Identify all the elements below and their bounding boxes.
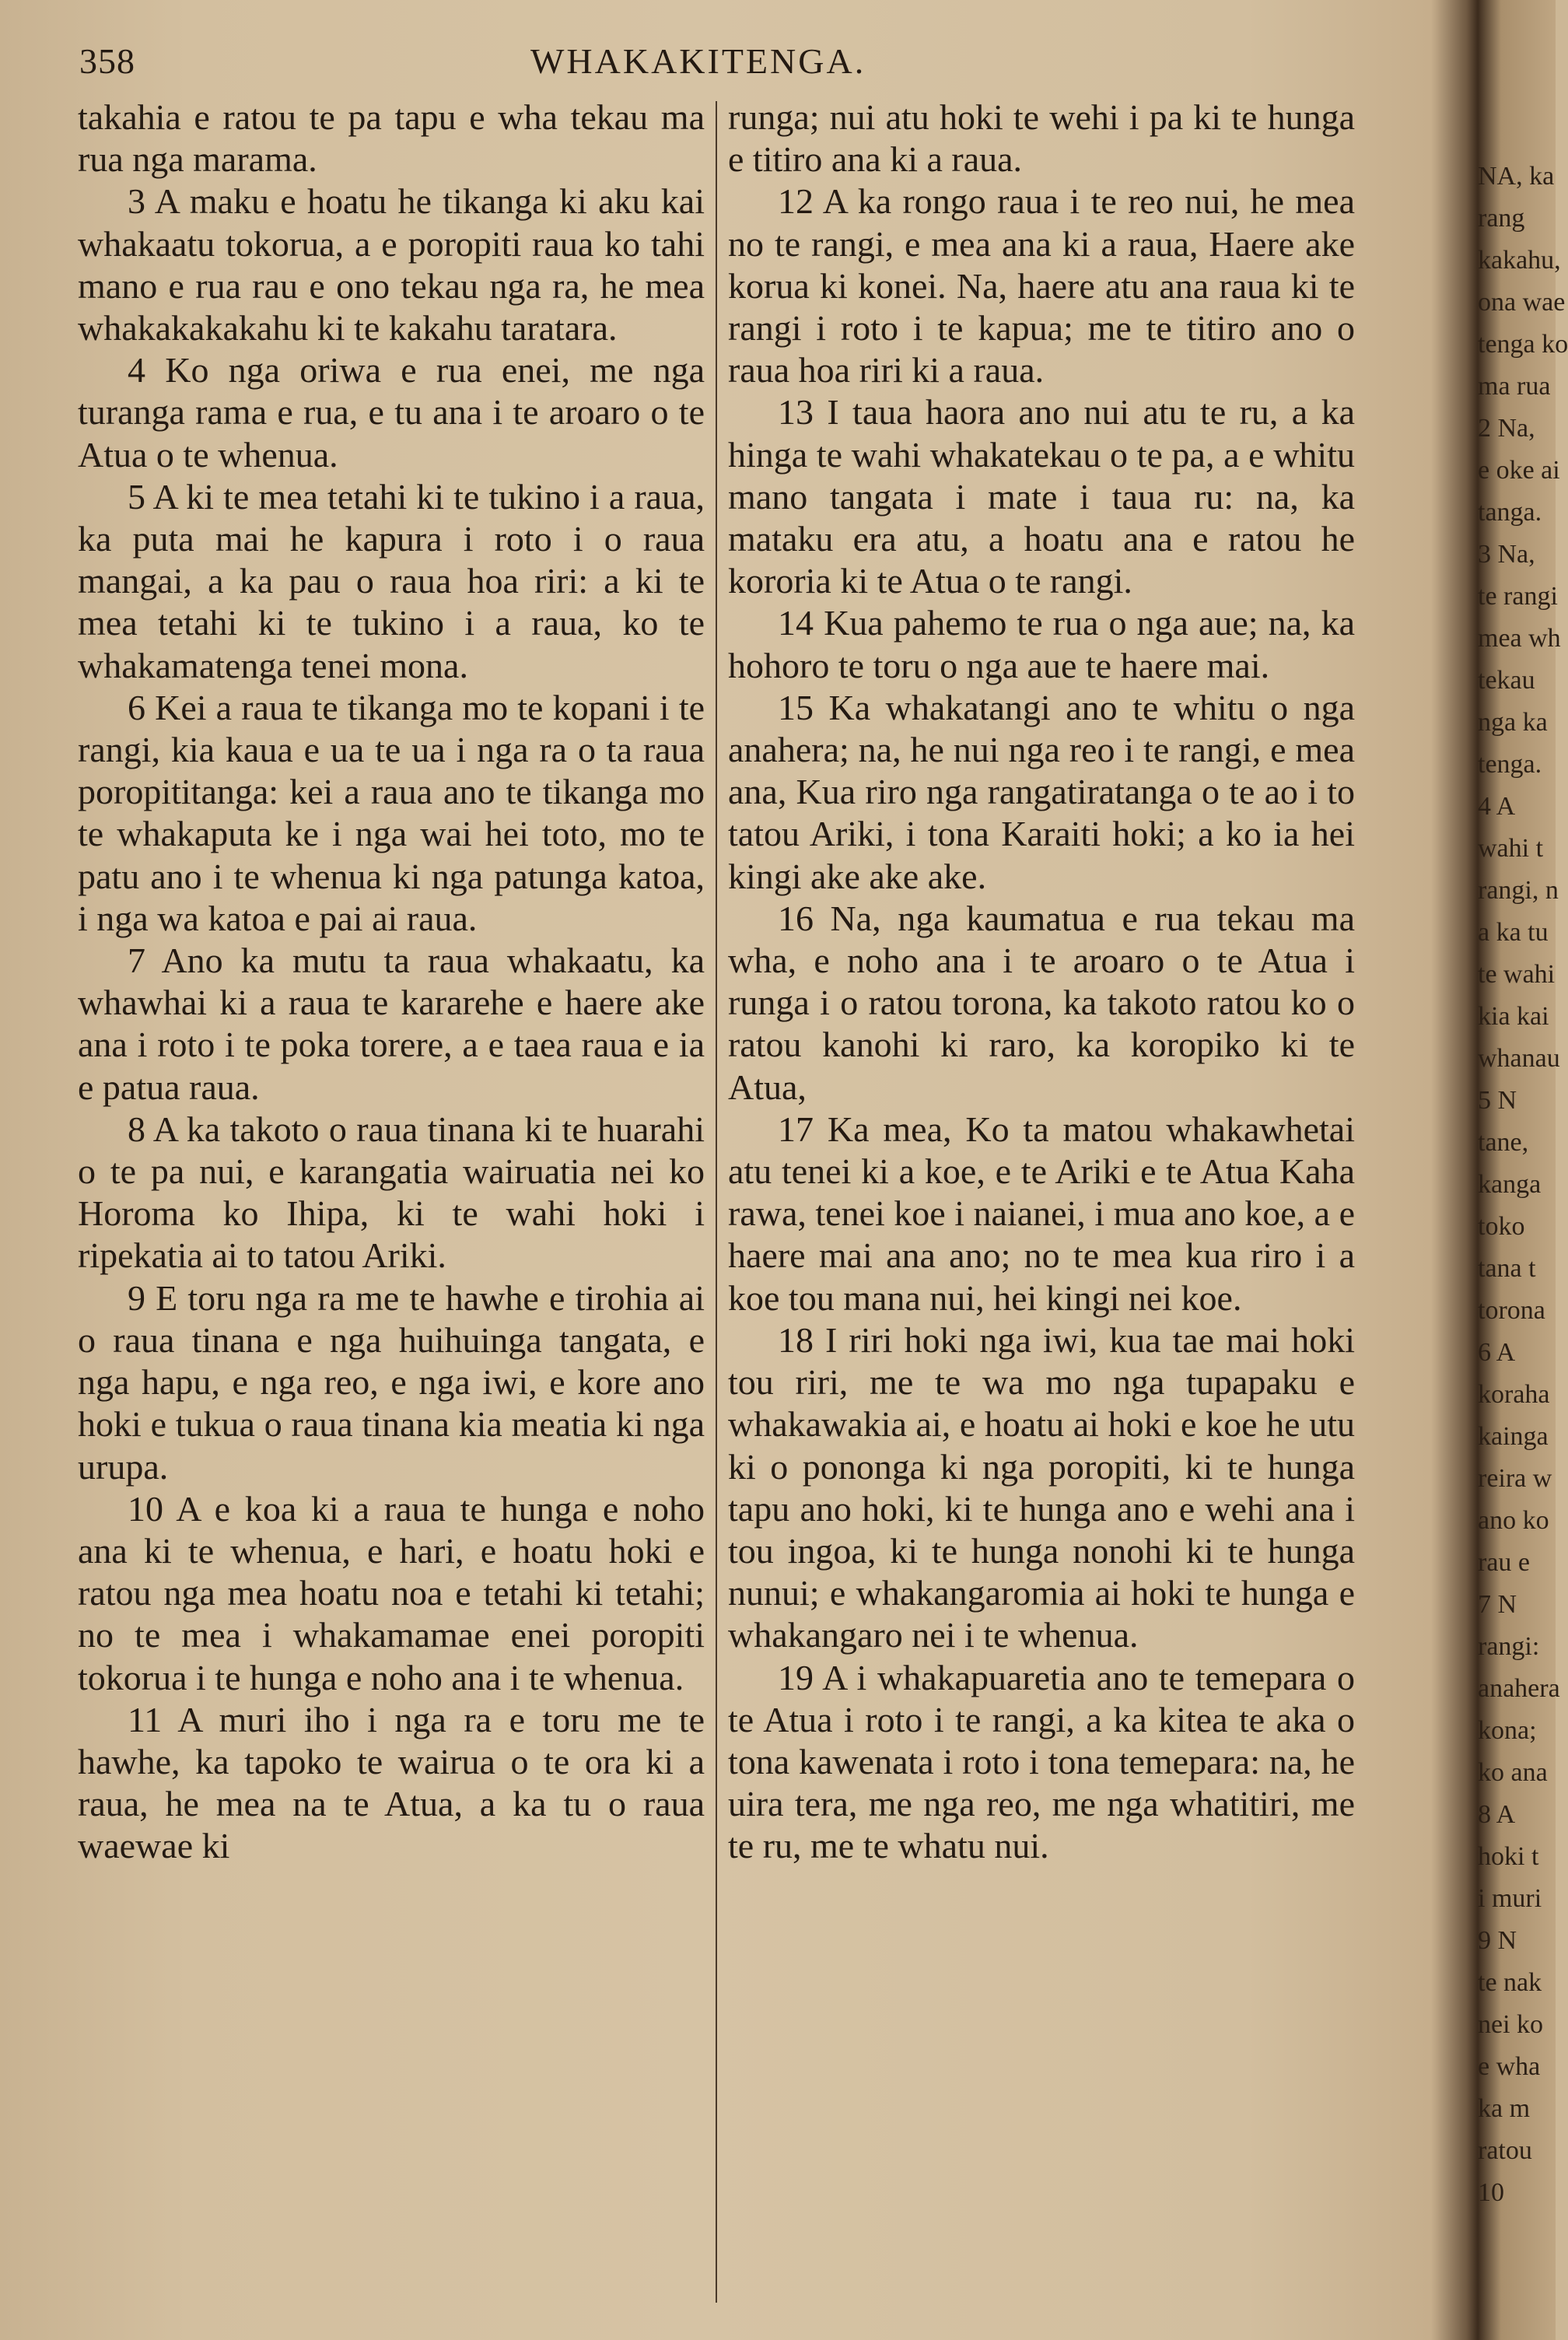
margin-fragment: torona: [1478, 1296, 1545, 1325]
margin-fragment: ka m: [1478, 2094, 1531, 2123]
verse: [78, 1699, 705, 1868]
verse: [78, 940, 705, 1109]
verse-number: 18: [778, 1319, 814, 1360]
margin-fragment: 3 Na,: [1478, 540, 1535, 569]
verse-text: Na, nga kaumatua e rua tekau ma wha, e noho ana i te aroaro o te Atua i runga i o ratou torona, ka takoto ratou ko o ratou kanohi ki raro, ka koropiko ki te Atua,: [728, 898, 1355, 1107]
verse: [728, 687, 1355, 898]
right-column: [728, 96, 1355, 1868]
verse-text: Ko nga oriwa e rua enei, me nga turanga rama e rua, e tu ana i te aroaro o te Atua o te whenua.: [78, 350, 705, 475]
verse-number: 17: [778, 1109, 814, 1149]
verse: [78, 1109, 705, 1277]
verse-text: E toru nga ra me te hawhe e tirohia ai o raua tinana e nga huihuinga tangata, e nga hapu, e nga reo, e nga iwi, e kore ano hoki e tukua o raua tinana kia meatia ki nga urupa.: [78, 1277, 705, 1487]
page-header: [79, 33, 1402, 87]
verse-number: 13: [778, 392, 814, 433]
margin-fragment: wahi t: [1478, 834, 1544, 863]
margin-fragment: tanga.: [1478, 498, 1542, 527]
margin-fragment: 4 A: [1478, 792, 1516, 821]
verse-number: 15: [778, 687, 814, 727]
verse-number: 10: [128, 1488, 163, 1529]
verse: [78, 349, 705, 476]
margin-fragment: 6 A: [1478, 1338, 1516, 1367]
margin-fragment: ma rua: [1478, 372, 1551, 401]
margin-fragment: reira w: [1478, 1464, 1552, 1493]
margin-fragment: te nak: [1478, 1968, 1542, 1997]
margin-fragment: mea wh: [1478, 624, 1561, 653]
verse: [728, 1657, 1355, 1868]
verse: [728, 1109, 1355, 1319]
margin-fragment: kakahu,: [1478, 246, 1561, 275]
margin-fragment: rang: [1478, 204, 1525, 233]
verse: [728, 1319, 1355, 1657]
verse-number: 19: [778, 1657, 814, 1697]
margin-fragment: ratou: [1478, 2136, 1532, 2165]
verse-text: Ano ka mutu ta raua whakaatu, ka whawhai ki a raua te kararehe e haere ake ana i roto i te poka torere, a e taea raua e ia e patua raua.: [78, 941, 705, 1107]
verse-number: 7: [128, 941, 145, 981]
verse-text: Kua pahemo te rua o nga aue; na, ka hohoro te toru o nga aue te haere mai.: [728, 603, 1356, 685]
margin-fragment: i muri: [1478, 1884, 1542, 1913]
verse-text: A muri iho i nga ra e toru me te hawhe, ka tapoko te wairua o te ora ki a raua, he mea na te Atua, a ka tu o raua waewae ki: [78, 1699, 705, 1866]
margin-fragment: e oke ai: [1478, 456, 1560, 485]
margin-fragment: 9 N: [1478, 1926, 1517, 1955]
verse-text: A ka takoto o raua tinana ki te huarahi o te pa nui, e karangatia wairuatia nei ko Horoma ko Ihipa, ki te wahi hoki i ripekatia ai to tatou Ariki.: [78, 1109, 705, 1276]
margin-fragment: e wha: [1478, 2052, 1541, 2081]
verse-number: 3: [128, 181, 145, 222]
margin-fragment: 10: [1478, 2178, 1504, 2207]
margin-fragment: 7 N: [1478, 1590, 1517, 1619]
running-title: WHAKAKITENGA.: [530, 41, 866, 81]
margin-fragment: tenga.: [1478, 750, 1542, 779]
verse: [78, 180, 705, 349]
verse-text: I riri hoki nga iwi, kua tae mai hoki tou riri, me te wa mo nga tupapaku e whakawakia ai, e hoatu ai hoki e koe he utu ki o pononga ki nga poropiti, ki te hunga tapu ano hoki, ki te hunga ano e wehi ana i tou ingoa, ki te hunga nonohi ki te hunga nunui; e whakangaromia ai hoki te hunga e whakangaro nei i te whenua.: [728, 1319, 1355, 1655]
margin-fragment: 8 A: [1478, 1800, 1516, 1829]
margin-fragment: toko: [1478, 1212, 1525, 1241]
verse-text: I taua haora ano nui atu te ru, a ka hinga te wahi whakatekau o te pa, a e whitu mano tangata i mate i taua ru: na, ka mataku era atu, a hoatu ana e ratou he kororia ki te Atua o te rangi.: [728, 392, 1355, 601]
text-columns: [78, 96, 1356, 2306]
verse-text: runga; nui atu hoki te wehi i pa ki te hunga e titiro ana ki a raua.: [728, 97, 1355, 180]
margin-fragment: nei ko: [1478, 2010, 1544, 2039]
margin-fragment: te rangi: [1478, 582, 1558, 611]
verse: [728, 391, 1355, 602]
next-page-margin: [1478, 156, 1568, 2334]
verse-number: 12: [778, 181, 814, 222]
verse-text: Ka mea, Ko ta matou whakawhetai atu tenei ki a koe, e te Ariki e te Atua Kaha rawa, tenei koe i naianei, i mua ano koe, a e haere mai ana ano; no te mea kua riro i a koe tou mana nui, hei kingi nei koe.: [728, 1109, 1355, 1318]
verse: [78, 1488, 705, 1699]
margin-fragment: 2 Na,: [1478, 414, 1535, 443]
verse-number: 14: [778, 603, 814, 643]
verse: [728, 602, 1355, 686]
verse-text: A e koa ki a raua te hunga e noho ana ki te whenua, e hari, e hoatu hoki e ratou nga mea hoatu noa e tetahi ki tetahi; no te mea i whakamamae enei poropiti tokorua i te hunga e noho ana i te whenua.: [78, 1488, 705, 1697]
verse: [728, 96, 1355, 180]
margin-fragment: ano ko: [1478, 1506, 1549, 1535]
margin-fragment: 5 N: [1478, 1086, 1517, 1115]
verse: [728, 898, 1355, 1109]
margin-fragment: hoki t: [1478, 1842, 1539, 1871]
column-divider: [716, 101, 717, 2303]
margin-fragment: whanau: [1478, 1044, 1560, 1073]
page-number: 358: [79, 41, 135, 81]
margin-fragment: kainga: [1478, 1422, 1549, 1451]
verse-number: 11: [128, 1699, 163, 1739]
verse-number: 16: [778, 898, 814, 938]
verse: [78, 687, 705, 940]
margin-fragment: nga ka: [1478, 708, 1548, 737]
verse-number: 6: [128, 687, 145, 727]
margin-fragment: ona wae: [1478, 288, 1566, 317]
margin-fragment: ko ana: [1478, 1758, 1548, 1787]
margin-fragment: kona;: [1478, 1716, 1537, 1745]
verse-text: takahia e ratou te pa tapu e wha tekau ma rua nga marama.: [78, 97, 705, 180]
margin-fragment: kanga: [1478, 1170, 1542, 1199]
verse-text: A maku e hoatu he tikanga ki aku kai whakaatu tokorua, a e poropiti raua ko tahi mano e rua rau e ono tekau nga ra, he mea whakakakakahu ki te kakahu taratara.: [78, 181, 705, 349]
verse-text: A ka rongo raua i te reo nui, he mea no te rangi, e mea ana ki a raua, Haere ake korua ki konei. Na, haere atu ana raua ki te rangi i roto i te kapua; me te titiro ano o raua hoa riri ki a raua.: [728, 181, 1356, 391]
margin-fragment: rangi, n: [1478, 876, 1559, 905]
margin-fragment: kia kai: [1478, 1002, 1549, 1031]
verse-number: 5: [128, 476, 145, 517]
margin-fragment: tenga ko: [1478, 330, 1568, 359]
verse: [78, 96, 705, 180]
margin-fragment: rau e: [1478, 1548, 1531, 1577]
margin-fragment: te wahi: [1478, 960, 1556, 989]
margin-fragment: tekau: [1478, 666, 1535, 695]
margin-fragment: a ka tu: [1478, 918, 1549, 947]
verse-text: A i whakapuaretia ano te temepara o te Atua i roto i te rangi, a ka kitea te aka o tona kawenata i roto i tona temepara: na, he uira tera, me nga reo, me nga whatitiri, me te ru, me te whatu nui.: [728, 1657, 1355, 1866]
verse-text: A ki te mea tetahi ki te tukino i a raua, ka puta mai he kapura i roto i o raua mangai, a ka pau o raua hoa riri: a ki te mea tetahi ki te tukino i a raua, ko te whakamatenga tenei mona.: [78, 476, 705, 685]
margin-fragment: tane,: [1478, 1128, 1529, 1157]
verse-number: 9: [128, 1277, 145, 1318]
verse: [78, 476, 705, 687]
verse: [78, 1277, 705, 1488]
verse-number: 4: [128, 350, 145, 391]
margin-fragment: koraha: [1478, 1380, 1550, 1409]
margin-fragment: rangi:: [1478, 1632, 1540, 1661]
verse-text: Kei a raua te tikanga mo te kopani i te rangi, kia kaua e ua te ua i nga ra o ta raua poropititanga: kei a raua ano te tikanga mo te whakaputa ke i nga wai hei toto, mo te patu ano i te whenua ki nga patunga katoa, i nga wa katoa e pai ai raua.: [78, 687, 705, 938]
left-column: [78, 96, 705, 1868]
margin-fragment: NA, ka: [1478, 162, 1555, 191]
verse: [728, 180, 1355, 391]
margin-fragment: anahera: [1478, 1674, 1560, 1703]
verse-number: 8: [128, 1109, 145, 1149]
margin-fragment: tana t: [1478, 1254, 1536, 1283]
verse-text: Ka whakatangi ano te whitu o nga anahera; na, he nui nga reo i te rangi, e mea ana, Kua riro nga rangatiratanga o te ao i to tatou Ariki, i tona Karaiti hoki; a ko ia hei kingi ake ake ake.: [728, 687, 1356, 896]
